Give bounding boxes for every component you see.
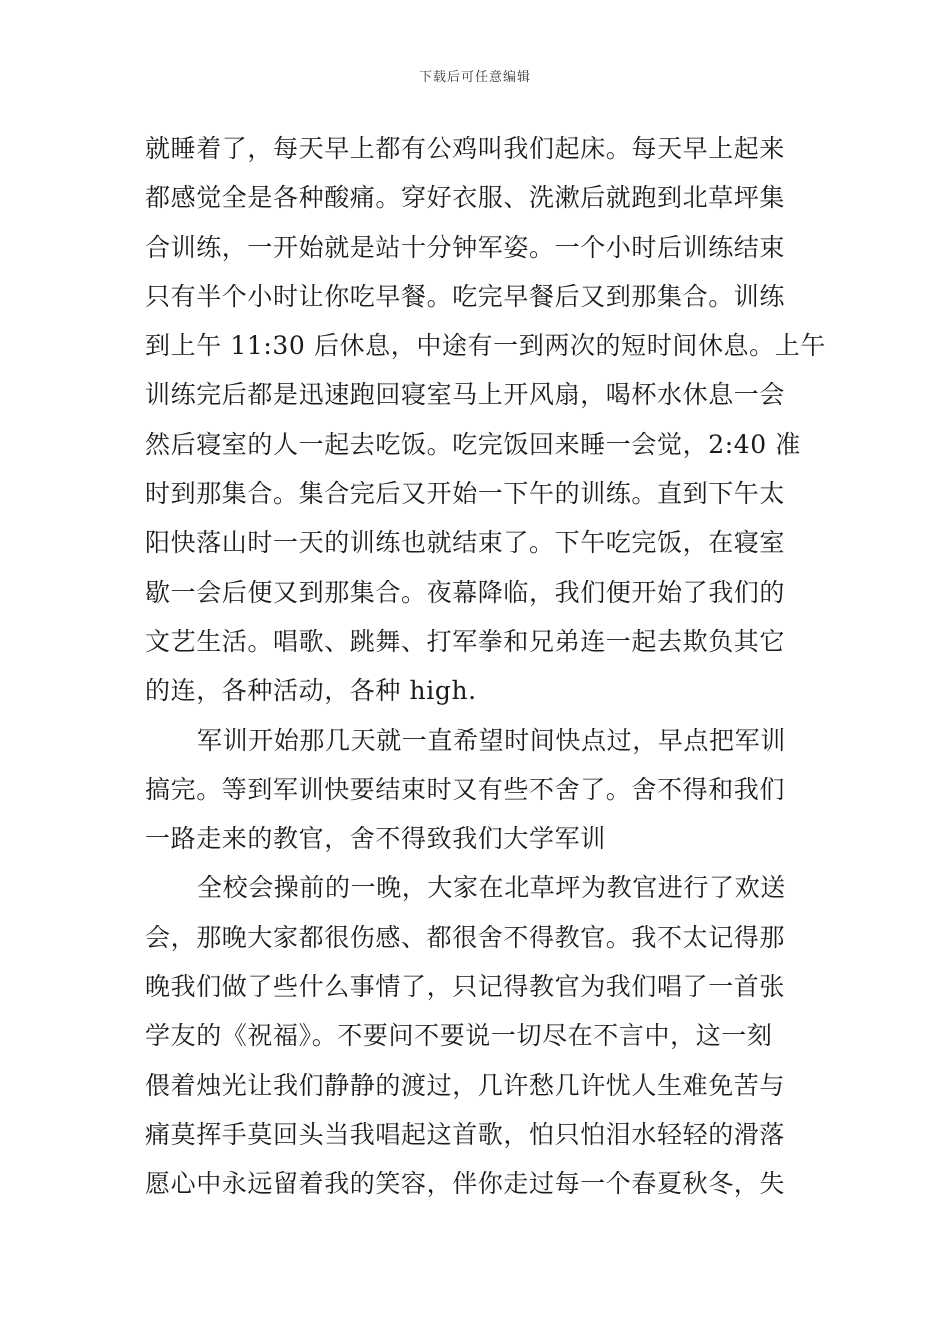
document-body xyxy=(145,124,826,1209)
text-line: 一路走来的教官，舍不得致我们大学军训 xyxy=(145,824,606,854)
text-line: 搞完。等到军训快要结束时又有些不舍了。舍不得和我们 xyxy=(145,774,786,804)
page-header: 下载后可任意编辑 xyxy=(418,70,531,85)
text-line: 全校会操前的一晚，大家在北草坪为教官进行了欢送 xyxy=(197,873,786,903)
text-line: 然后寝室的人一起去吃饭。吃完饭回来睡一会觉，2:40 准 xyxy=(145,429,801,459)
text-line: 会，那晚大家都很伤感、都很舍不得教官。我不太记得那 xyxy=(145,922,786,952)
text-line: 训练完后都是迅速跑回寝室马上开风扇，喝杯水休息一会 xyxy=(145,380,786,410)
text-line: 学友的《祝福》。不要问不要说一切尽在不言中，这一刻 xyxy=(145,1021,773,1051)
text-line: 愿心中永远留着我的笑容，伴你走过每一个春夏秋冬，失 xyxy=(145,1169,786,1199)
text-line: 合训练，一开始就是站十分钟军姿。一个小时后训练结束 xyxy=(145,232,786,262)
text-line: 的连，各种活动，各种 high. xyxy=(145,676,477,706)
text-line: 军训开始那几天就一直希望时间快点过，早点把军训 xyxy=(197,725,786,755)
paragraph-3 xyxy=(145,863,810,1208)
text-line: 就睡着了，每天早上都有公鸡叫我们起床。每天早上起来 xyxy=(145,134,786,163)
text-line: 晚我们做了些什么事情了，只记得教官为我们唱了一首张 xyxy=(145,972,786,1002)
text-line: 时到那集合。集合完后又开始一下午的训练。直到下午太 xyxy=(145,479,786,509)
text-line: 阳快落山时一天的训练也就结束了。下午吃完饭，在寝室 xyxy=(145,528,786,558)
text-line: 痛莫挥手莫回头当我唱起这首歌，怕只怕泪水轻轻的滑落 xyxy=(145,1119,786,1149)
text-line: 都感觉全是各种酸痛。穿好衣服、洗漱后就跑到北草坪集 xyxy=(145,183,786,213)
text-line: 歇一会后便又到那集合。夜幕降临，我们便开始了我们的 xyxy=(145,577,786,607)
paragraph-2 xyxy=(145,716,810,864)
text-line: 到上午 11:30 后休息，中途有一到两次的短时间休息。上午 xyxy=(145,331,826,361)
text-line: 文艺生活。唱歌、跳舞、打军拳和兄弟连一起去欺负其它 xyxy=(145,626,786,656)
paragraph-1 xyxy=(145,124,826,716)
text-line: 只有半个小时让你吃早餐。吃完早餐后又到那集合。训练 xyxy=(145,281,786,311)
text-line: 偎着烛光让我们静静的渡过，几许愁几许忧人生难免苦与 xyxy=(145,1070,786,1100)
